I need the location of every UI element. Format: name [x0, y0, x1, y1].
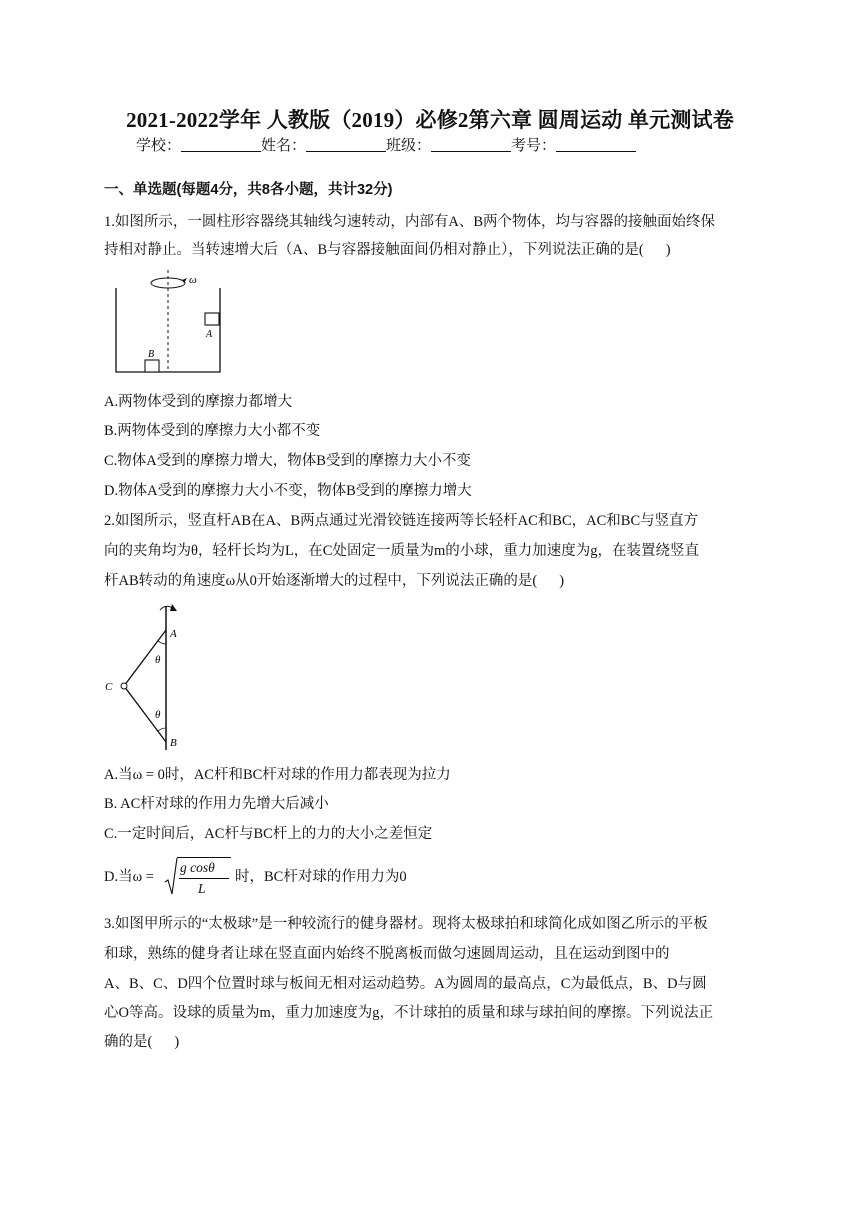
- q1-omega-label: ω: [189, 274, 197, 286]
- q2-text-line2: 向的夹角均为θ，轻杆长均为L，在C处固定一质量为m的小球，重力加速度为g，在装置绕竖直: [104, 543, 699, 559]
- q1-a-label: A: [206, 329, 213, 340]
- q2-rod-figure: [102, 600, 192, 754]
- section-heading: 一、单选题(每题4分，共8各小题，共计32分): [104, 182, 393, 198]
- fraction-denominator: L: [198, 881, 206, 896]
- school-blank[interactable]: [181, 137, 261, 152]
- q1-text-line2-body: 持相对静止。当转速增大后（A、B与容器接触面间仍相对静止），下列说法正确的是(: [104, 242, 644, 258]
- q3-text-line1: 3.如图甲所示的“太极球”是一种较流行的健身器材。现将太极球拍和球简化成如图乙所示的平板: [104, 916, 708, 932]
- q1-text-line1: 1.如图所示，一圆柱形容器绕其轴线匀速转动，内部有A、B两个物体，均与容器的接触面始终保: [104, 214, 716, 230]
- q1-option-c[interactable]: C.物体A受到的摩擦力增大，物体B受到的摩擦力大小不变: [104, 453, 471, 469]
- q2-option-d-suffix: 时，BC杆对球的作用力为0: [235, 869, 407, 885]
- q2-option-d-prefix: D.当ω =: [104, 869, 154, 885]
- sqrt-radical-icon: [164, 856, 178, 898]
- student-info-line: [136, 134, 636, 155]
- q3-text-line3: A、B、C、D四个位置时球与板间无相对运动趋势。A为圆周的最高点，C为最低点，B、D与圆: [104, 976, 707, 992]
- q2-text-line3: [104, 571, 564, 591]
- q3-text-line2: 和球，熟练的健身者让球在竖直面内始终不脱离板而做匀速圆周运动，且在运动到图中的: [104, 946, 670, 962]
- q2-text-line3-body: 杆AB转动的角速度ω从0开始逐渐增大的过程中，下列说法正确的是(: [104, 573, 538, 589]
- q2-theta-bottom-label: θ: [155, 709, 161, 721]
- q2-c-label: C: [105, 681, 113, 693]
- school-label: 学校：: [136, 138, 182, 154]
- q3-text-line5: [104, 1032, 179, 1052]
- q1-paren-close: ): [665, 242, 671, 258]
- q1-b-label: B: [148, 349, 155, 360]
- q2-theta-top-label: θ: [155, 654, 161, 666]
- name-label: 姓名：: [261, 138, 307, 154]
- q1-option-d[interactable]: D.物体A受到的摩擦力大小不变，物体B受到的摩擦力增大: [104, 483, 472, 499]
- q2-b-label: B: [170, 737, 177, 749]
- q2-a-label: A: [170, 628, 177, 640]
- number-label: 考号：: [511, 138, 557, 154]
- fraction-numerator: g cosθ: [180, 860, 215, 875]
- q3-text-line4: 心O等高。设球的质量为m，重力加速度为g，不计球拍的质量和球与球拍间的摩擦。下列说法正: [104, 1005, 713, 1021]
- q2-option-c[interactable]: C.一定时间后，AC杆与BC杆上的力的大小之差恒定: [104, 826, 433, 842]
- number-blank[interactable]: [556, 137, 636, 152]
- class-blank[interactable]: [431, 137, 511, 152]
- q2-paren-close: ): [559, 573, 565, 589]
- q1-text-line2: [104, 240, 671, 260]
- q3-text-line5-body: 确的是(: [104, 1034, 153, 1050]
- q2-option-b[interactable]: B. AC杆对球的作用力先增大后减小: [104, 796, 329, 812]
- q2-option-a[interactable]: A.当ω = 0时，AC杆和BC杆对球的作用力都表现为拉力: [104, 767, 451, 783]
- class-label: 班级：: [386, 138, 432, 154]
- q1-cylinder-figure: [108, 266, 228, 378]
- q1-option-a[interactable]: A.两物体受到的摩擦力都增大: [104, 394, 293, 410]
- name-blank[interactable]: [306, 137, 386, 152]
- q3-paren-close: ): [174, 1034, 180, 1050]
- q2-text-line1: 2.如图所示，竖直杆AB在A、B两点通过光滑铰链连接两等长轻杆AC和BC，AC和BC与竖直方: [104, 513, 699, 529]
- page-title: 2021-2022学年 人教版（2019）必修2第六章 圆周运动 单元测试卷: [126, 108, 734, 132]
- q1-option-b[interactable]: B.两物体受到的摩擦力大小都不变: [104, 423, 321, 439]
